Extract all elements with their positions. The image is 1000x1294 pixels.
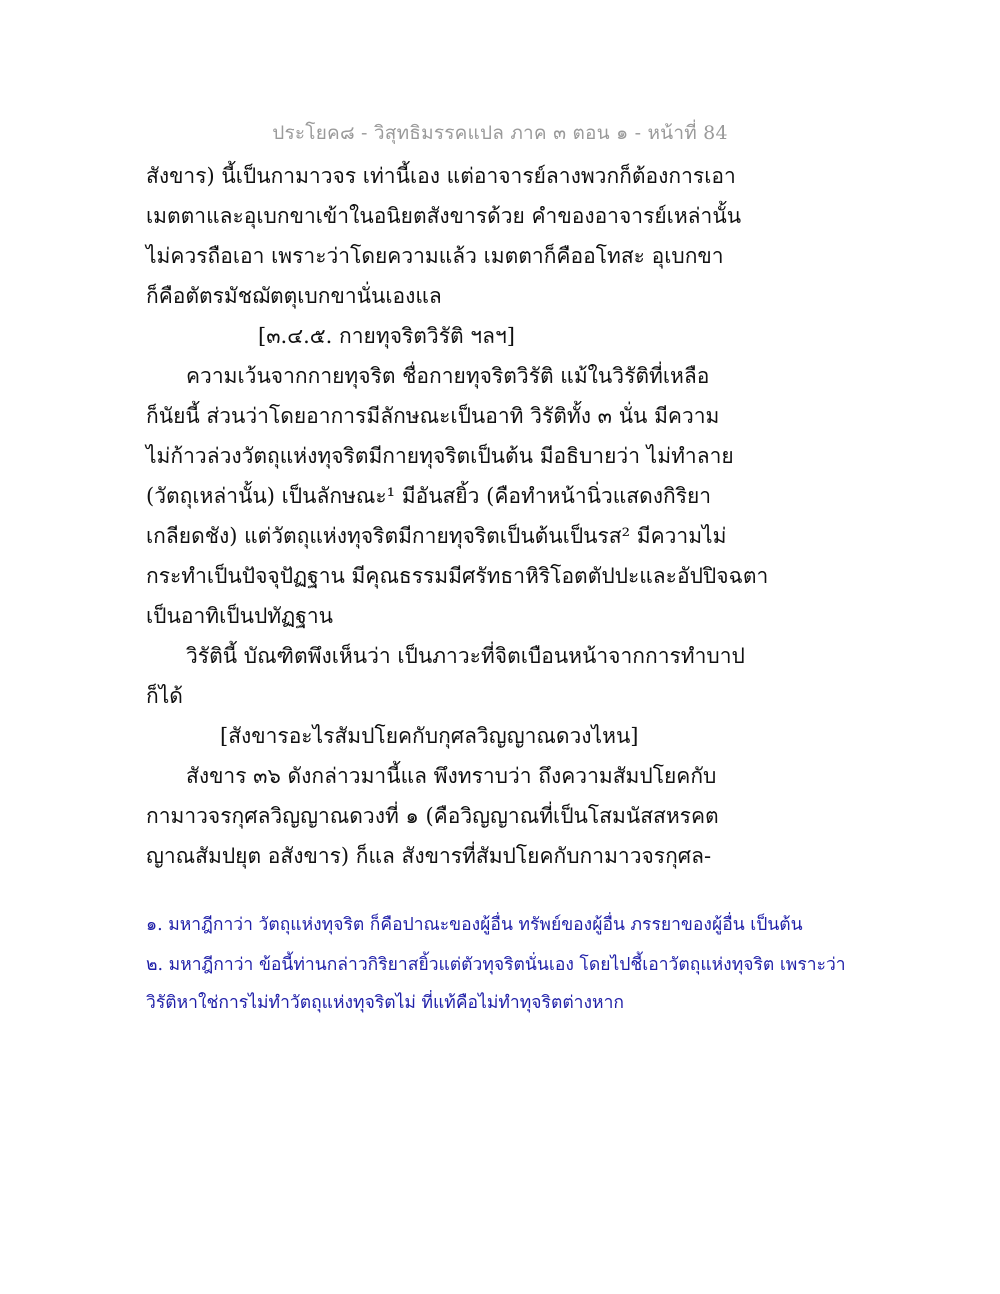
body-line: ไม่ก้าวล่วงวัตถุแห่งทุจริตมีกายทุจริตเป็นต้น มีอธิบายว่า ไม่ทำลาย (146, 444, 734, 468)
footnote: ๒. มหาฎีกาว่า ข้อนี้ท่านกล่าวกิริยาสยิ้วแต่ตัวทุจริตนั่นเอง โดยไปชี้เอาวัตถุแห่งทุจริต เพราะว่า (146, 955, 846, 975)
body-line: สังขาร) นี้เป็นกามาวจร เท่านี้เอง แต่อาจารย์ลางพวกก็ต้องการเอา (146, 164, 736, 188)
body-line: ญาณสัมปยุต อสังขาร) ก็แล สังขารที่สัมปโยคกับกามาวจรกุศล- (146, 844, 712, 868)
body-line: วิรัตินี้ บัณฑิตพึงเห็นว่า เป็นภาวะที่จิตเบือนหน้าจากการทำบาป (186, 644, 745, 668)
page-header: ประโยค๘ - วิสุทธิมรรคแปล ภาค ๓ ตอน ๑ - หน้าที่ 84 (272, 122, 728, 144)
footnote-continuation: วิรัติหาใช่การไม่ทำวัตถุแห่งทุจริตไม่ ที่แท้คือไม่ทำทุจริตต่างหาก (146, 993, 625, 1013)
body-line: ก็นัยนี้ ส่วนว่าโดยอาการมีลักษณะเป็นอาทิ วิรัติทั้ง ๓ นั่น มีความ (146, 404, 720, 428)
body-line: ก็คือตัตรมัชฌัตตุเบกขานั่นเองแล (146, 284, 442, 308)
body-line: สังขาร ๓๖ ดังกล่าวมานี้แล พึงทราบว่า ถึงความสัมปโยคกับ (186, 764, 717, 788)
body-line: เป็นอาทิเป็นปทัฏฐาน (146, 604, 333, 628)
footnote: ๑. มหาฎีกาว่า วัตถุแห่งทุจริต ก็คือปาณะของผู้อื่น ทรัพย์ของผู้อื่น ภรรยาของผู้อื่น เป็นต้น (146, 915, 803, 935)
body-line: ไม่ควรถือเอา เพราะว่าโดยความแล้ว เมตตาก็คืออโทสะ อุเบกขา (146, 244, 724, 268)
body-line: ความเว้นจากกายทุจริต ชื่อกายทุจริตวิรัติ แม้ในวิรัติที่เหลือ (186, 364, 710, 388)
body-line: กามาวจรกุศลวิญญาณดวงที่ ๑ (คือวิญญาณที่เป็นโสมนัสสหรคต (146, 804, 719, 828)
body-line: เกลียดชัง) แต่วัตถุแห่งทุจริตมีกายทุจริตเป็นต้นเป็นรส² มีความไม่ (146, 524, 727, 548)
body-line: (วัตถุเหล่านั้น) เป็นลักษณะ¹ มีอันสยิ้ว (คือทำหน้านิ่วแสดงกิริยา (146, 484, 712, 508)
body-line: เมตตาและอุเบกขาเข้าในอนิยตสังขารด้วย คำของอาจารย์เหล่านั้น (146, 204, 742, 228)
section-heading: [๓.๔.๕. กายทุจริตวิรัติ ฯลฯ] (258, 324, 515, 348)
section-heading: [สังขารอะไรสัมปโยคกับกุศลวิญญาณดวงไหน] (220, 724, 639, 748)
body-line: ก็ได้ (146, 684, 183, 708)
body-line: กระทำเป็นปัจจุปัฏฐาน มีคุณธรรมมีศรัทธาหิริโอตตัปปะและอัปปิจฉตา (146, 564, 769, 588)
